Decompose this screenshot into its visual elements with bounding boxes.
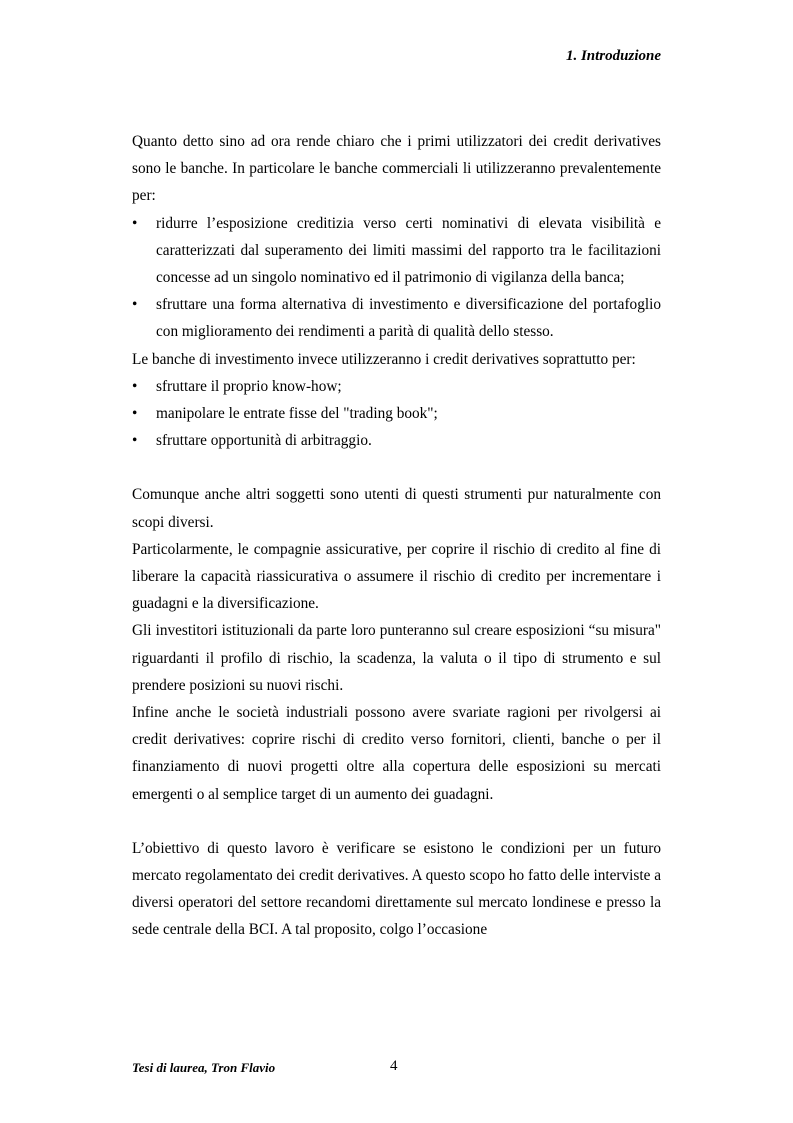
list-item: • sfruttare una forma alternativa di investimento e diversificazione del portafoglio con miglioramento dei rendimenti a parità di qualità dello stesso.: [132, 291, 661, 345]
paragraph: Gli investitori istituzionali da parte loro punteranno sul creare esposizioni “su misura" riguardanti il profilo di rischio, la scadenza, la valuta o il tipo di strumento e sul prendere posizioni su nuovi rischi.: [132, 622, 661, 694]
paragraph: Le banche di investimento invece utilizzeranno i credit derivatives soprattutto per:: [132, 350, 636, 368]
list-item: • sfruttare il proprio know-how;: [132, 373, 661, 400]
paragraph: Comunque anche altri soggetti sono utenti di questi strumenti pur naturalmente con scopi diversi.: [132, 486, 661, 531]
list-item: • ridurre l’esposizione creditizia verso certi nominativi di elevata visibilità e caratterizzati dal superamento dei limiti massimi del rapporto tra le facilitazioni concesse ad un singolo nominativo ed il patrimonio di vigilanza della banca;: [132, 210, 661, 292]
page-number: 4: [390, 1058, 398, 1074]
paragraph: L’obiettivo di questo lavoro è verificare se esistono le condizioni per un futuro mercato regolamentato dei credit derivatives. A questo scopo ho fatto delle interviste a diversi operatori del settore recandomi direttamente sul mercato londinese e presso la sede centrale della BCI. A tal proposito, colgo l’occasione: [132, 839, 661, 939]
paragraph: Particolarmente, le compagnie assicurative, per coprire il rischio di credito al fine di liberare la capacità riassicurativa o assumere il rischio di credito per incrementare i guadagni e la diversificazione.: [132, 540, 661, 613]
paragraph-spacer: [132, 808, 661, 835]
list-item: • manipolare le entrate fisse del "trading book";: [132, 400, 661, 427]
footer-author: Tesi di laurea, Tron Flavio: [132, 1060, 276, 1075]
bullet-list-investment-banks: [132, 373, 661, 455]
list-item: • sfruttare opportunità di arbitraggio.: [132, 427, 661, 454]
paragraph-spacer: [132, 454, 661, 481]
running-header: 1. Introduzione: [565, 48, 661, 64]
paragraph: Infine anche le società industriali possono avere svariate ragioni per rivolgersi ai credit derivatives: coprire rischi di credito verso fornitori, clienti, banche o per il finanziamento di nuovi progetti oltre alla copertura delle esposizioni su mercati emergenti o al semplice target di un aumento dei guadagni.: [132, 704, 661, 803]
bullet-list-commercial-banks: [132, 210, 661, 346]
paragraph: Quanto detto sino ad ora rende chiaro che i primi utilizzatori dei credit derivatives sono le banche. In particolare le banche commerciali li utilizzeranno prevalentemente per:: [132, 133, 661, 205]
page-body: [132, 128, 661, 944]
